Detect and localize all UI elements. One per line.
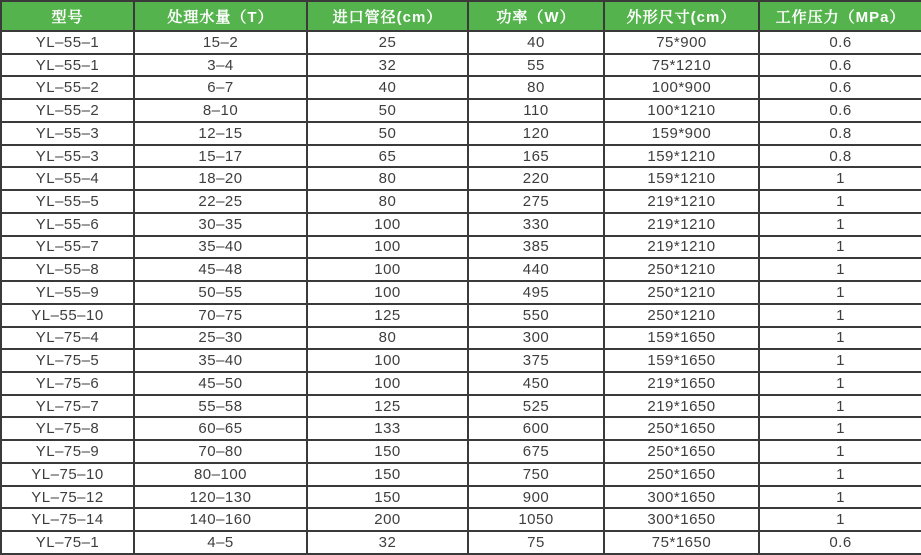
table-cell: 450 [468, 372, 604, 395]
table-cell: 100*900 [604, 76, 759, 99]
table-cell: 0.6 [759, 31, 921, 54]
table-cell: 250*1210 [604, 281, 759, 304]
table-cell: 6–7 [134, 76, 307, 99]
table-cell: 40 [468, 31, 604, 54]
table-cell: YL–75–1 [1, 531, 134, 554]
table-cell: YL–75–12 [1, 486, 134, 509]
table-cell: 1 [759, 167, 921, 190]
table-cell: 50–55 [134, 281, 307, 304]
table-cell: YL–55–2 [1, 99, 134, 122]
table-cell: 750 [468, 463, 604, 486]
table-cell: 159*1650 [604, 349, 759, 372]
table-row [1, 327, 921, 350]
table-cell: YL–55–4 [1, 167, 134, 190]
table-cell: 120 [468, 122, 604, 145]
table-cell: 1 [759, 349, 921, 372]
table-cell: 32 [307, 531, 468, 554]
table-row [1, 349, 921, 372]
table-row [1, 440, 921, 463]
table-cell: 375 [468, 349, 604, 372]
table-cell: 1 [759, 508, 921, 531]
table-cell: 75*1210 [604, 54, 759, 77]
table-cell: 1 [759, 327, 921, 350]
table-cell: 75*900 [604, 31, 759, 54]
table-cell: YL–55–9 [1, 281, 134, 304]
table-cell: YL–55–7 [1, 236, 134, 259]
table-cell: 219*1210 [604, 236, 759, 259]
table-cell: YL–75–14 [1, 508, 134, 531]
table-cell: 75*1650 [604, 531, 759, 554]
table-cell: 300*1650 [604, 508, 759, 531]
table-cell: YL–55–5 [1, 190, 134, 213]
table-cell: YL–55–1 [1, 54, 134, 77]
table-cell: 159*1210 [604, 145, 759, 168]
table-cell: 200 [307, 508, 468, 531]
table-cell: 110 [468, 99, 604, 122]
table-cell: 1 [759, 372, 921, 395]
column-header-water-volume: 处理水量（T） [134, 1, 307, 31]
table-row [1, 145, 921, 168]
table-cell: YL–75–7 [1, 395, 134, 418]
table-cell: 250*1650 [604, 417, 759, 440]
table-cell: 159*1650 [604, 327, 759, 350]
table-cell: 1 [759, 258, 921, 281]
header-row [1, 1, 921, 31]
table-cell: 80 [307, 167, 468, 190]
table-cell: 125 [307, 304, 468, 327]
table-cell: 0.6 [759, 99, 921, 122]
table-cell: 1 [759, 463, 921, 486]
table-body [1, 31, 921, 554]
column-header-inlet-diameter: 进口管径(cm） [307, 1, 468, 31]
table-cell: 50 [307, 122, 468, 145]
table-cell: 80 [307, 190, 468, 213]
table-cell: YL–55–3 [1, 145, 134, 168]
table-cell: YL–55–3 [1, 122, 134, 145]
table-row [1, 372, 921, 395]
table-cell: 120–130 [134, 486, 307, 509]
column-header-working-pressure: 工作压力（MPa） [759, 1, 921, 31]
table-cell: YL–75–8 [1, 417, 134, 440]
table-cell: 25 [307, 31, 468, 54]
table-header [1, 1, 921, 31]
table-cell: 250*1210 [604, 304, 759, 327]
column-header-model: 型号 [1, 1, 134, 31]
table-cell: 250*1210 [604, 258, 759, 281]
table-row [1, 281, 921, 304]
table-row [1, 31, 921, 54]
table-cell: 15–2 [134, 31, 307, 54]
table-row [1, 54, 921, 77]
table-cell: 55 [468, 54, 604, 77]
table-cell: 55–58 [134, 395, 307, 418]
table-cell: 100 [307, 372, 468, 395]
table-cell: YL–75–5 [1, 349, 134, 372]
table-row [1, 417, 921, 440]
table-cell: YL–55–6 [1, 213, 134, 236]
table-row [1, 213, 921, 236]
table-row [1, 531, 921, 554]
table-cell: 45–50 [134, 372, 307, 395]
table-cell: YL–75–4 [1, 327, 134, 350]
table-cell: 550 [468, 304, 604, 327]
table-cell: 1 [759, 417, 921, 440]
table-cell: 100 [307, 213, 468, 236]
table-cell: 12–15 [134, 122, 307, 145]
table-cell: 100 [307, 349, 468, 372]
table-cell: 0.8 [759, 145, 921, 168]
table-cell: 35–40 [134, 236, 307, 259]
table-cell: 219*1650 [604, 372, 759, 395]
table-row [1, 122, 921, 145]
table-cell: 80 [468, 76, 604, 99]
table-cell: 275 [468, 190, 604, 213]
table-cell: 140–160 [134, 508, 307, 531]
table-cell: 300 [468, 327, 604, 350]
table-row [1, 463, 921, 486]
table-cell: 75 [468, 531, 604, 554]
table-cell: 100 [307, 236, 468, 259]
table-row [1, 395, 921, 418]
table-cell: YL–75–6 [1, 372, 134, 395]
table-row [1, 236, 921, 259]
table-cell: 1 [759, 440, 921, 463]
table-cell: 1 [759, 190, 921, 213]
table-cell: 133 [307, 417, 468, 440]
table-cell: 219*1210 [604, 190, 759, 213]
table-cell: 159*900 [604, 122, 759, 145]
table-cell: 80 [307, 327, 468, 350]
column-header-power: 功率（W） [468, 1, 604, 31]
table-cell: 1050 [468, 508, 604, 531]
table-cell: 22–25 [134, 190, 307, 213]
table-cell: 8–10 [134, 99, 307, 122]
table-cell: 385 [468, 236, 604, 259]
table-cell: 675 [468, 440, 604, 463]
column-header-dimensions: 外形尺寸(cm） [604, 1, 759, 31]
table-cell: YL–75–10 [1, 463, 134, 486]
table-cell: 525 [468, 395, 604, 418]
table-cell: 1 [759, 213, 921, 236]
table-row [1, 167, 921, 190]
table-cell: 440 [468, 258, 604, 281]
table-cell: 60–65 [134, 417, 307, 440]
table-cell: 1 [759, 486, 921, 509]
table-cell: 80–100 [134, 463, 307, 486]
table-cell: 35–40 [134, 349, 307, 372]
table-cell: 159*1210 [604, 167, 759, 190]
table-cell: YL–75–9 [1, 440, 134, 463]
table-cell: 70–80 [134, 440, 307, 463]
table-cell: 300*1650 [604, 486, 759, 509]
table-cell: 18–20 [134, 167, 307, 190]
table-cell: 1 [759, 236, 921, 259]
table-cell: 495 [468, 281, 604, 304]
table-row [1, 486, 921, 509]
table-cell: 330 [468, 213, 604, 236]
table-cell: 30–35 [134, 213, 307, 236]
table-cell: 150 [307, 463, 468, 486]
table-cell: 0.8 [759, 122, 921, 145]
table-row [1, 508, 921, 531]
table-cell: 150 [307, 486, 468, 509]
table-cell: 25–30 [134, 327, 307, 350]
table-cell: 219*1210 [604, 213, 759, 236]
table-cell: 165 [468, 145, 604, 168]
table-row [1, 258, 921, 281]
table-cell: 3–4 [134, 54, 307, 77]
table-cell: 0.6 [759, 54, 921, 77]
table-cell: YL–55–2 [1, 76, 134, 99]
table-cell: 4–5 [134, 531, 307, 554]
table-cell: 100 [307, 258, 468, 281]
table-cell: YL–55–10 [1, 304, 134, 327]
table-cell: 600 [468, 417, 604, 440]
table-cell: 250*1650 [604, 440, 759, 463]
table-cell: 0.6 [759, 76, 921, 99]
table-cell: 15–17 [134, 145, 307, 168]
table-cell: 45–48 [134, 258, 307, 281]
table-cell: 250*1650 [604, 463, 759, 486]
table-cell: 70–75 [134, 304, 307, 327]
table-cell: 100 [307, 281, 468, 304]
table-row [1, 99, 921, 122]
table-cell: 1 [759, 281, 921, 304]
table-cell: 50 [307, 99, 468, 122]
table-row [1, 76, 921, 99]
table-cell: 219*1650 [604, 395, 759, 418]
table-cell: YL–55–1 [1, 31, 134, 54]
table-cell: YL–55–8 [1, 258, 134, 281]
table-row [1, 190, 921, 213]
table-cell: 125 [307, 395, 468, 418]
table-cell: 0.6 [759, 531, 921, 554]
table-cell: 150 [307, 440, 468, 463]
table-row [1, 304, 921, 327]
table-cell: 100*1210 [604, 99, 759, 122]
table-cell: 1 [759, 395, 921, 418]
table-cell: 65 [307, 145, 468, 168]
table-cell: 32 [307, 54, 468, 77]
table-cell: 1 [759, 304, 921, 327]
table-cell: 40 [307, 76, 468, 99]
table-cell: 900 [468, 486, 604, 509]
table-cell: 220 [468, 167, 604, 190]
